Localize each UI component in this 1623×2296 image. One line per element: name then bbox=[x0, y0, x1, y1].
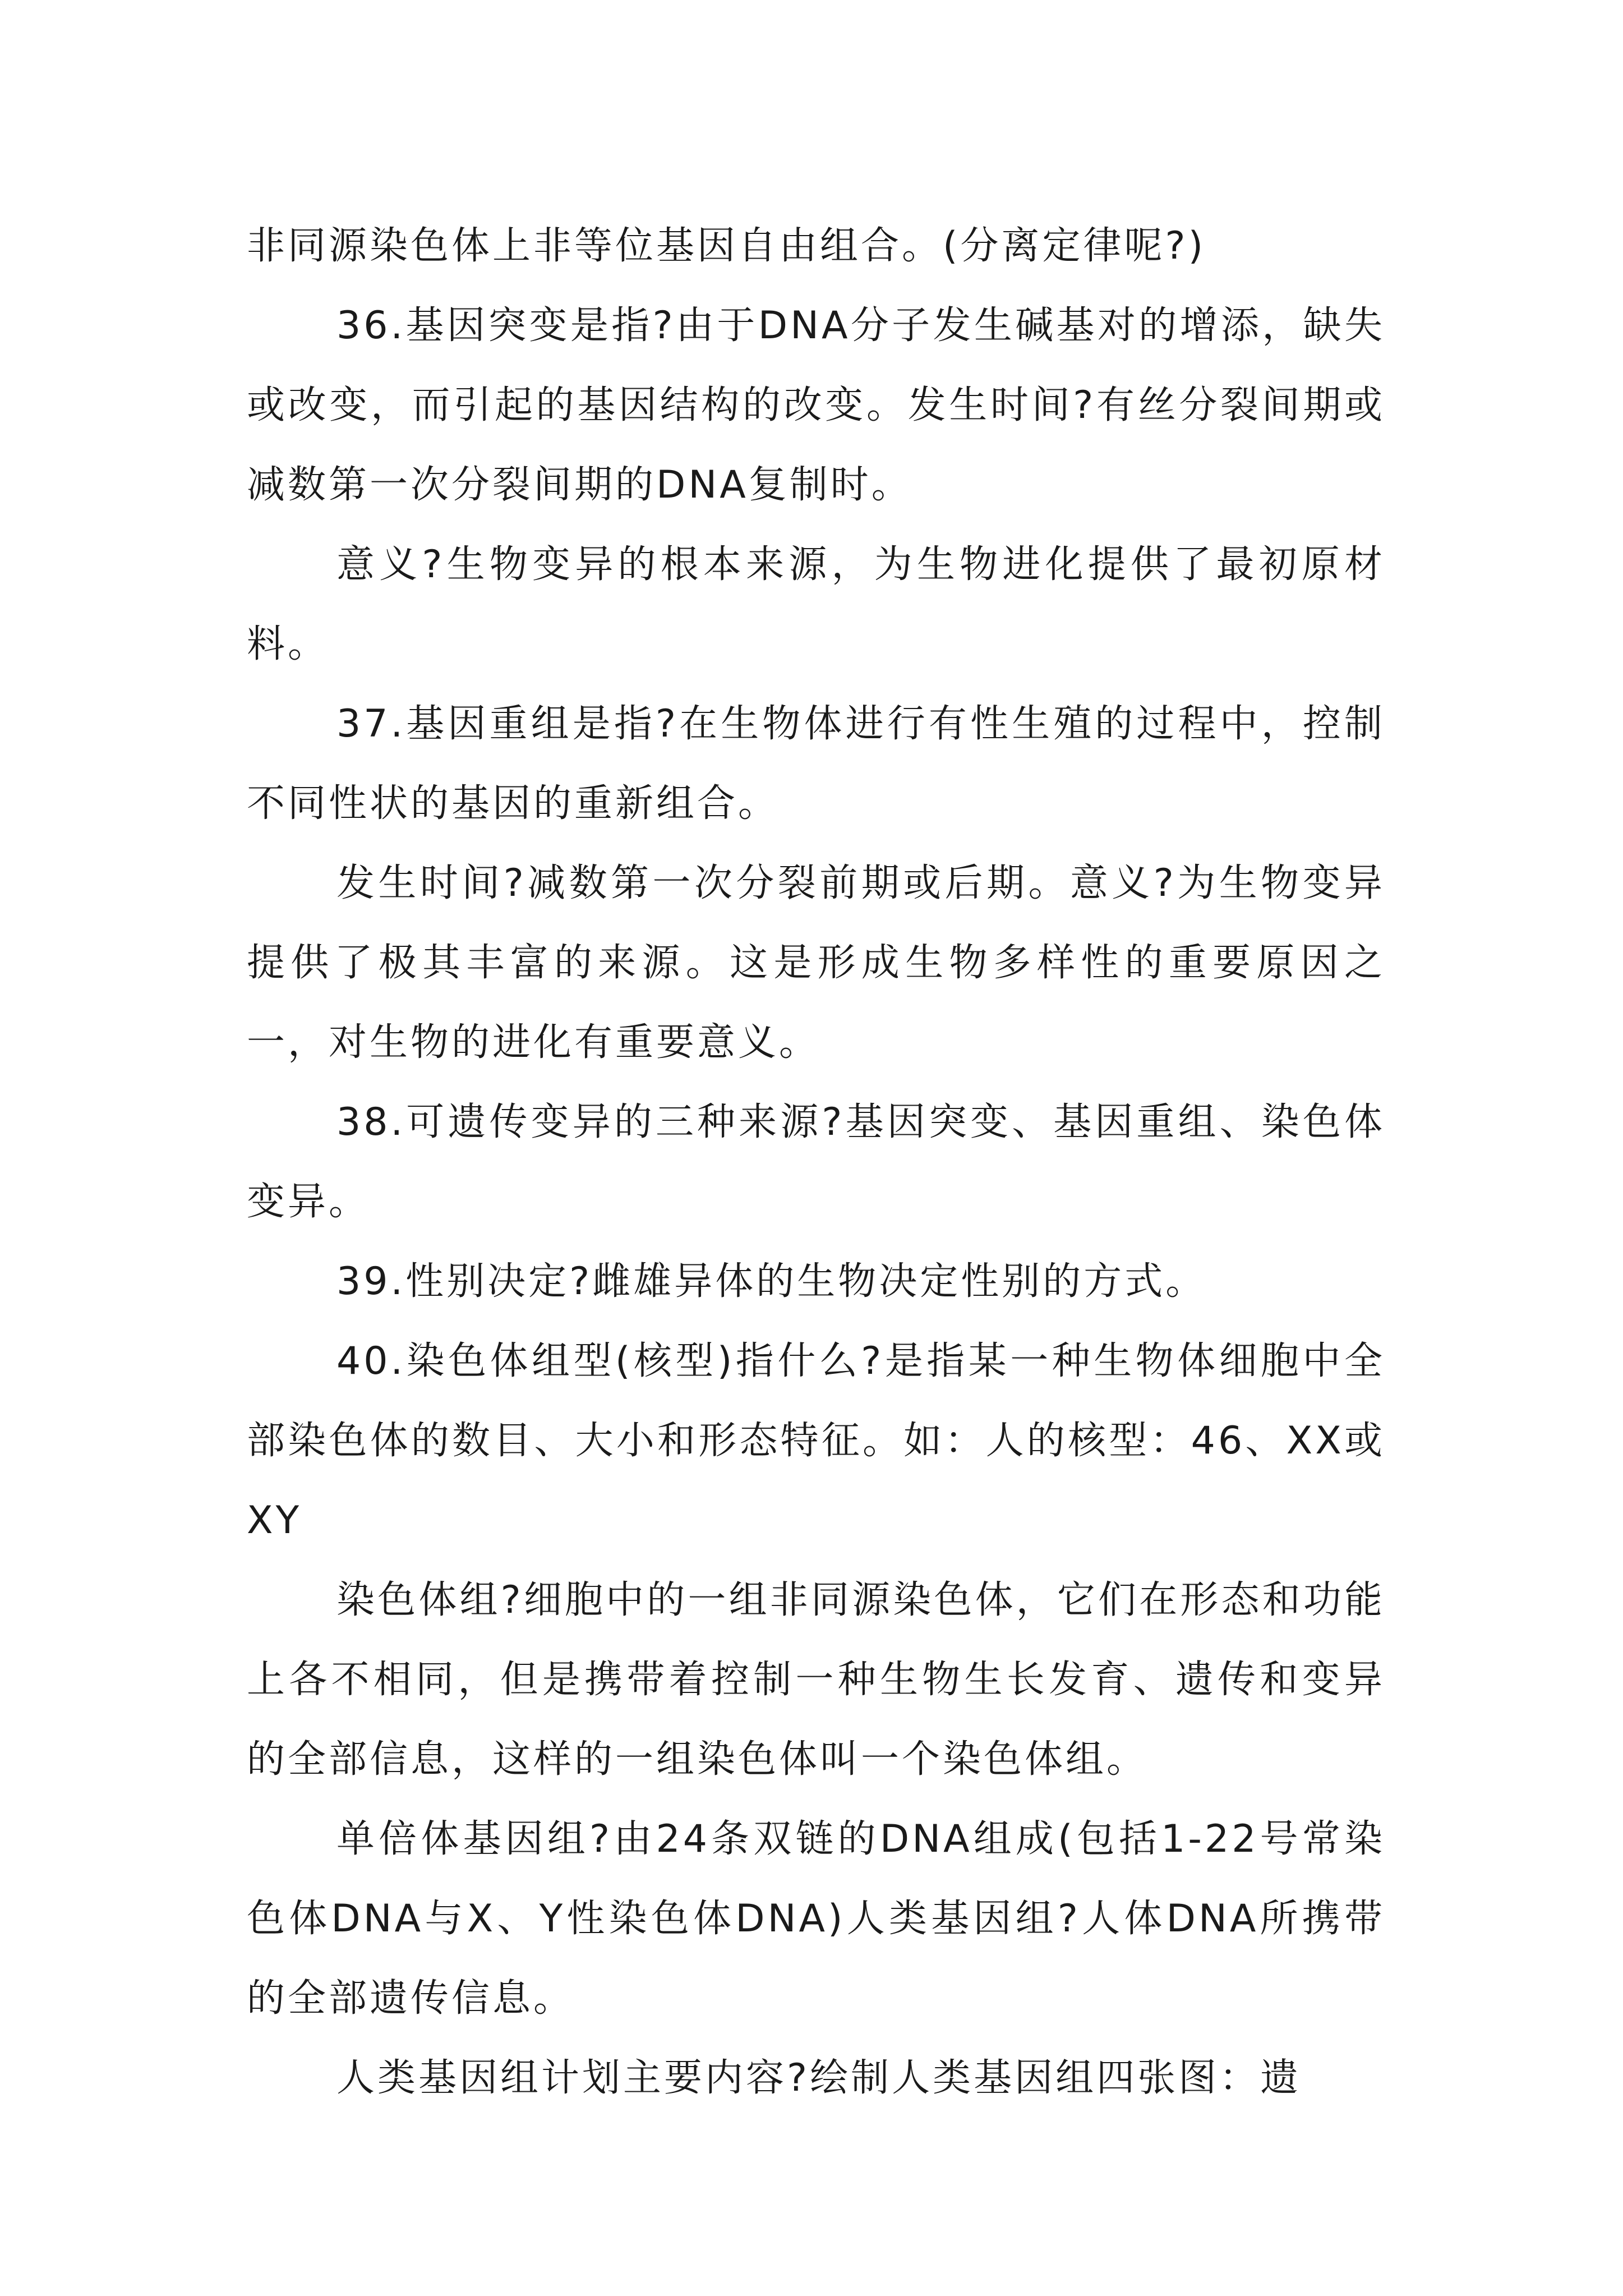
paragraph: 37.基因重组是指?在生物体进行有性生殖的过程中，控制不同性状的基因的重新组合。 bbox=[247, 702, 1385, 826]
paragraph: 发生时间?减数第一次分裂前期或后期。意义?为生物变异提供了极其丰富的来源。这是形成生物多样性的重要原因之一，对生物的进化有重要意义。 bbox=[247, 861, 1385, 1065]
paragraph: 染色体组?细胞中的一组非同源染色体，它们在形态和功能上各不相同，但是携带着控制一种生物生长发育、遗传和变异的全部信息，这样的一组染色体叫一个染色体组。 bbox=[247, 1578, 1385, 1782]
paragraph: 非同源染色体上非等位基因自由组合。(分离定律呢?) bbox=[247, 224, 1206, 268]
paragraph: 38.可遗传变异的三种来源?基因突变、基因重组、染色体变异。 bbox=[247, 1100, 1385, 1224]
paragraph: 人类基因组计划主要内容?绘制人类基因组四张图：遗 bbox=[336, 2056, 1302, 2100]
paragraph: 40.染色体组型(核型)指什么?是指某一种生物体细胞中全部染色体的数目、大小和形态特征。如：人的核型：46、XX或XY bbox=[247, 1339, 1385, 1543]
paragraph: 单倍体基因组?由24条双链的DNA组成(包括1-22号常染色体DNA与X、Y性染色体DNA)人类基因组?人体DNA所携带的全部遗传信息。 bbox=[247, 1817, 1385, 2021]
paragraph: 36.基因突变是指?由于DNA分子发生碱基对的增添，缺失或改变，而引起的基因结构的改变。发生时间?有丝分裂间期或减数第一次分裂间期的DNA复制时。 bbox=[247, 303, 1386, 507]
paragraph: 39.性别决定?雌雄异体的生物决定性别的方式。 bbox=[336, 1259, 1207, 1304]
document-body bbox=[247, 206, 1385, 2118]
paragraph: 意义?生物变异的根本来源，为生物进化提供了最初原材料。 bbox=[247, 542, 1385, 666]
